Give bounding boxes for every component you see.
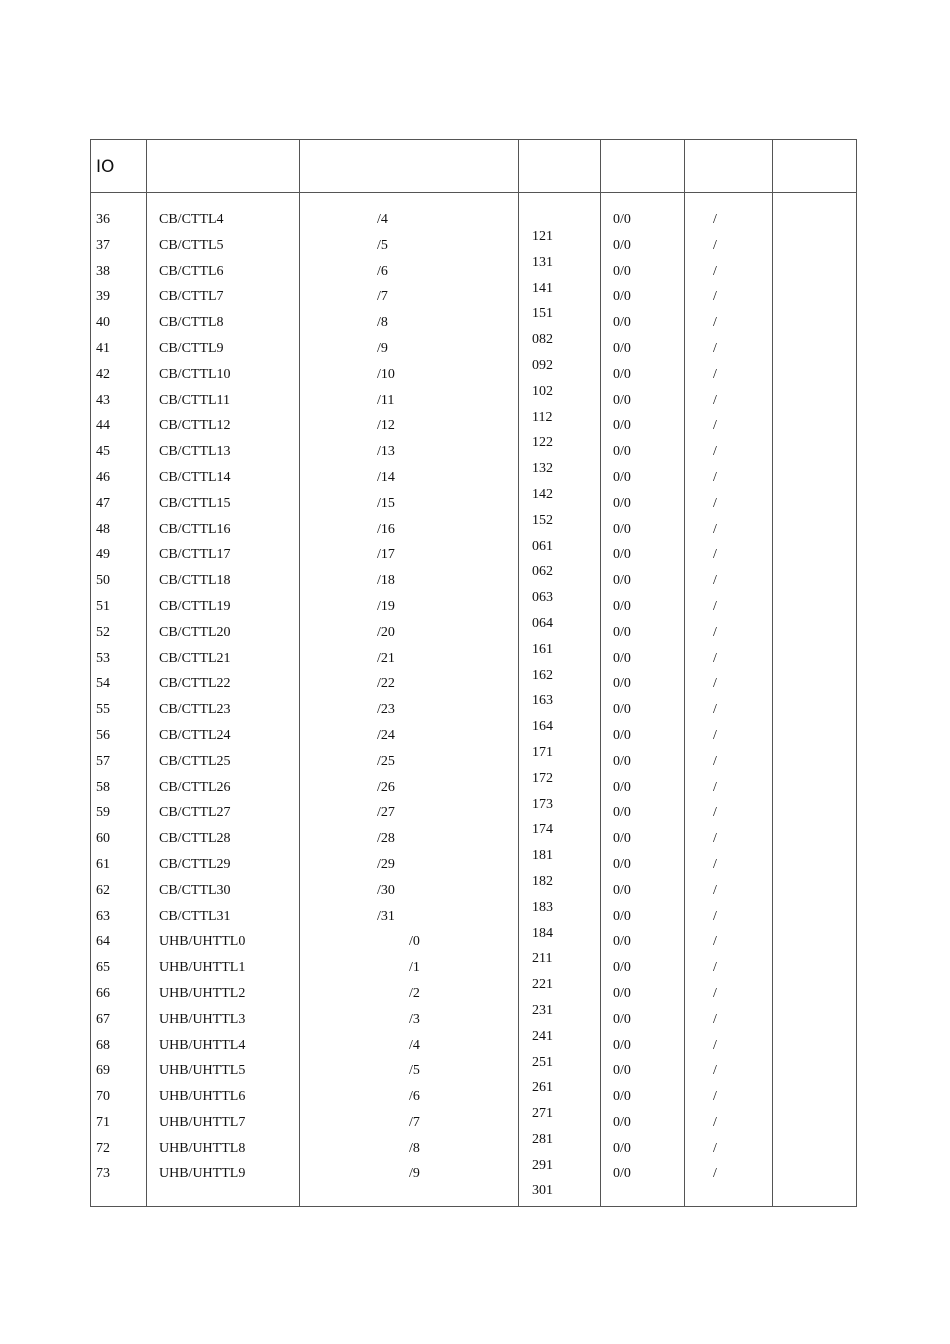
- row-index: 72: [96, 1140, 110, 1156]
- row-value: 0/0: [613, 573, 631, 589]
- row-channel: /15: [377, 495, 395, 511]
- row-channel: /11: [377, 392, 395, 408]
- row-separator: /: [713, 547, 717, 563]
- pin-number: 141: [532, 280, 553, 296]
- row-index: 73: [96, 1166, 110, 1182]
- row-channel: /0: [409, 934, 420, 950]
- row-separator: /: [713, 263, 717, 279]
- pin-number: 183: [532, 899, 553, 915]
- row-signal-name: CB/CTTL27: [159, 805, 231, 821]
- row-separator: /: [713, 573, 717, 589]
- pin-number: 221: [532, 977, 553, 993]
- pin-number: 151: [532, 306, 553, 322]
- row-index: 55: [96, 702, 110, 718]
- row-separator: /: [713, 753, 717, 769]
- row-spacer: [409, 775, 420, 801]
- pin-number: 102: [532, 383, 553, 399]
- column-value: [613, 207, 631, 1187]
- row-signal-name: CB/CTTL8: [159, 315, 224, 331]
- row-signal-name: CB/CTTL11: [159, 392, 231, 408]
- row-channel: /4: [377, 212, 388, 227]
- row-spacer: [409, 697, 420, 723]
- row-spacer: [377, 1136, 395, 1162]
- row-index: 70: [96, 1089, 110, 1105]
- row-channel: /14: [377, 469, 395, 485]
- row-separator: /: [713, 237, 717, 253]
- row-index: 64: [96, 934, 110, 950]
- row-value: 0/0: [613, 960, 631, 976]
- row-index: 57: [96, 753, 110, 769]
- row-value: 0/0: [613, 263, 631, 279]
- row-separator: /: [713, 392, 717, 408]
- row-index: 71: [96, 1114, 110, 1130]
- row-signal-name: CB/CTTL29: [159, 856, 231, 872]
- row-value: 0/0: [613, 315, 631, 331]
- row-channel: /27: [377, 805, 395, 821]
- row-signal-name: CB/CTTL9: [159, 340, 224, 356]
- row-index: 51: [96, 598, 110, 614]
- row-signal-name: CB/CTTL26: [159, 779, 231, 795]
- row-signal-name: CB/CTTL15: [159, 495, 231, 511]
- row-signal-name: CB/CTTL12: [159, 418, 231, 434]
- row-value: 0/0: [613, 598, 631, 614]
- row-index: 66: [96, 985, 110, 1001]
- row-separator: /: [713, 598, 717, 614]
- row-separator: /: [713, 676, 717, 692]
- row-spacer: [409, 542, 420, 568]
- column-index: [96, 207, 110, 1187]
- row-separator: /: [713, 315, 717, 331]
- row-spacer: [377, 1110, 395, 1136]
- row-spacer: [409, 284, 420, 310]
- column-separator: [713, 207, 717, 1187]
- row-channel: /3: [409, 1011, 420, 1027]
- row-signal-name: CB/CTTL10: [159, 366, 231, 382]
- row-separator: /: [713, 831, 717, 847]
- row-value: 0/0: [613, 1114, 631, 1130]
- column-signal-name: [159, 207, 245, 1187]
- row-channel: /10: [377, 366, 395, 382]
- row-signal-name: CB/CTTL4: [159, 212, 224, 227]
- row-signal-name: UHB/UHTTL3: [159, 1011, 246, 1027]
- row-spacer: [409, 800, 420, 826]
- row-separator: /: [713, 1063, 717, 1079]
- row-separator: /: [713, 908, 717, 924]
- row-value: 0/0: [613, 727, 631, 743]
- row-channel: /22: [377, 676, 395, 692]
- row-index: 39: [96, 289, 110, 305]
- row-index: 37: [96, 237, 110, 253]
- column-divider: [146, 140, 147, 1206]
- row-separator: /: [713, 366, 717, 382]
- row-index: 48: [96, 521, 110, 537]
- row-channel: /19: [377, 598, 395, 614]
- row-channel: /21: [377, 650, 395, 666]
- row-channel: /24: [377, 727, 395, 743]
- column-divider: [299, 140, 300, 1206]
- row-value: 0/0: [613, 418, 631, 434]
- row-spacer: [409, 826, 420, 852]
- pin-number: 184: [532, 925, 553, 941]
- row-separator: /: [713, 779, 717, 795]
- pin-number: 271: [532, 1106, 553, 1122]
- row-index: 43: [96, 392, 110, 408]
- row-index: 46: [96, 469, 110, 485]
- pin-number: 172: [532, 770, 553, 786]
- row-spacer: [409, 259, 420, 285]
- row-value: 0/0: [613, 547, 631, 563]
- row-signal-name: CB/CTTL13: [159, 444, 231, 460]
- row-separator: /: [713, 340, 717, 356]
- row-spacer: [377, 929, 395, 955]
- row-signal-name: CB/CTTL20: [159, 624, 231, 640]
- row-separator: /: [713, 1140, 717, 1156]
- row-channel: /18: [377, 573, 395, 589]
- row-separator: /: [713, 418, 717, 434]
- pin-number: 281: [532, 1131, 553, 1147]
- row-value: 0/0: [613, 624, 631, 640]
- row-value: 0/0: [613, 1166, 631, 1182]
- row-spacer: [377, 1058, 395, 1084]
- row-signal-name: CB/CTTL6: [159, 263, 224, 279]
- row-signal-name: UHB/UHTTL9: [159, 1166, 246, 1182]
- row-channel: /23: [377, 702, 395, 718]
- row-signal-name: CB/CTTL5: [159, 237, 224, 253]
- row-channel: /9: [409, 1166, 420, 1182]
- pin-number: 132: [532, 461, 553, 477]
- row-value: 0/0: [613, 237, 631, 253]
- row-separator: /: [713, 212, 717, 227]
- pin-number: 301: [532, 1183, 553, 1199]
- row-value: 0/0: [613, 831, 631, 847]
- pin-number: 241: [532, 1028, 553, 1044]
- pin-number: 061: [532, 538, 553, 554]
- row-value: 0/0: [613, 650, 631, 666]
- row-signal-name: CB/CTTL30: [159, 882, 231, 898]
- column-pin: [532, 224, 553, 1204]
- row-value: 0/0: [613, 1037, 631, 1053]
- row-spacer: [409, 517, 420, 543]
- row-signal-name: UHB/UHTTL8: [159, 1140, 246, 1156]
- pin-number: 162: [532, 667, 553, 683]
- row-spacer: [409, 233, 420, 259]
- row-spacer: [409, 207, 420, 233]
- row-spacer: [409, 388, 420, 414]
- row-index: 47: [96, 495, 110, 511]
- row-channel: /1: [409, 960, 420, 976]
- row-separator: /: [713, 469, 717, 485]
- row-spacer: [409, 620, 420, 646]
- row-value: 0/0: [613, 469, 631, 485]
- row-index: 67: [96, 1011, 110, 1027]
- row-signal-name: CB/CTTL28: [159, 831, 231, 847]
- pin-number: 251: [532, 1054, 553, 1070]
- row-value: 0/0: [613, 340, 631, 356]
- row-spacer: [377, 1084, 395, 1110]
- row-channel: /12: [377, 418, 395, 434]
- row-channel: /4: [409, 1037, 420, 1053]
- row-spacer: [409, 749, 420, 775]
- row-separator: /: [713, 289, 717, 305]
- row-signal-name: CB/CTTL23: [159, 702, 231, 718]
- row-spacer: [409, 336, 420, 362]
- row-signal-name: CB/CTTL17: [159, 547, 231, 563]
- row-signal-name: CB/CTTL7: [159, 289, 224, 305]
- row-separator: /: [713, 1114, 717, 1130]
- row-separator: /: [713, 856, 717, 872]
- row-value: 0/0: [613, 366, 631, 382]
- row-signal-name: CB/CTTL22: [159, 676, 231, 692]
- row-spacer: [409, 671, 420, 697]
- row-spacer: [377, 981, 395, 1007]
- column-channel-uhb: [409, 207, 420, 1187]
- pin-number: 161: [532, 641, 553, 657]
- pin-number: 152: [532, 512, 553, 528]
- row-value: 0/0: [613, 444, 631, 460]
- row-channel: /6: [409, 1089, 420, 1105]
- row-index: 45: [96, 444, 110, 460]
- row-channel: /29: [377, 856, 395, 872]
- row-spacer: [409, 465, 420, 491]
- row-index: 65: [96, 960, 110, 976]
- row-spacer: [409, 852, 420, 878]
- row-channel: /25: [377, 753, 395, 769]
- pin-number: 062: [532, 564, 553, 580]
- row-channel: /5: [409, 1063, 420, 1079]
- row-separator: /: [713, 882, 717, 898]
- pin-number: 121: [532, 229, 553, 244]
- row-index: 41: [96, 340, 110, 356]
- row-value: 0/0: [613, 1140, 631, 1156]
- row-value: 0/0: [613, 212, 631, 227]
- row-spacer: [409, 904, 420, 930]
- row-index: 59: [96, 805, 110, 821]
- row-value: 0/0: [613, 676, 631, 692]
- row-separator: /: [713, 1166, 717, 1182]
- header-io: IO: [96, 157, 115, 177]
- row-index: 36: [96, 212, 110, 227]
- row-index: 54: [96, 676, 110, 692]
- column-divider: [772, 140, 773, 1206]
- pin-number: 131: [532, 254, 553, 270]
- row-separator: /: [713, 805, 717, 821]
- row-channel: /9: [377, 340, 388, 356]
- row-index: 62: [96, 882, 110, 898]
- row-value: 0/0: [613, 882, 631, 898]
- row-spacer: [409, 594, 420, 620]
- row-channel: /5: [377, 237, 388, 253]
- row-signal-name: UHB/UHTTL2: [159, 985, 246, 1001]
- row-separator: /: [713, 495, 717, 511]
- row-signal-name: CB/CTTL18: [159, 573, 231, 589]
- row-spacer: [409, 491, 420, 517]
- pin-number: 092: [532, 357, 553, 373]
- row-separator: /: [713, 960, 717, 976]
- row-spacer: [377, 1007, 395, 1033]
- row-channel: /7: [409, 1114, 420, 1130]
- row-channel: /30: [377, 882, 395, 898]
- column-divider: [684, 140, 685, 1206]
- column-divider: [518, 140, 519, 1206]
- column-divider: [600, 140, 601, 1206]
- row-signal-name: UHB/UHTTL0: [159, 934, 246, 950]
- row-value: 0/0: [613, 753, 631, 769]
- row-index: 61: [96, 856, 110, 872]
- row-index: 69: [96, 1063, 110, 1079]
- row-signal-name: CB/CTTL16: [159, 521, 231, 537]
- row-spacer: [409, 646, 420, 672]
- row-channel: /8: [409, 1140, 420, 1156]
- row-separator: /: [713, 727, 717, 743]
- row-separator: /: [713, 624, 717, 640]
- row-value: 0/0: [613, 1063, 631, 1079]
- pin-number: 142: [532, 486, 553, 502]
- row-channel: /2: [409, 985, 420, 1001]
- row-value: 0/0: [613, 1011, 631, 1027]
- row-spacer: [409, 362, 420, 388]
- row-index: 49: [96, 547, 110, 563]
- row-channel: /16: [377, 521, 395, 537]
- row-channel: /28: [377, 831, 395, 847]
- row-value: 0/0: [613, 856, 631, 872]
- row-index: 68: [96, 1037, 110, 1053]
- row-index: 52: [96, 624, 110, 640]
- row-signal-name: CB/CTTL21: [159, 650, 231, 666]
- row-channel: /13: [377, 444, 395, 460]
- row-channel: /26: [377, 779, 395, 795]
- pin-number: 164: [532, 719, 553, 735]
- row-separator: /: [713, 985, 717, 1001]
- row-channel: /17: [377, 547, 395, 563]
- pin-number: 163: [532, 693, 553, 709]
- row-separator: /: [713, 444, 717, 460]
- row-value: 0/0: [613, 805, 631, 821]
- pin-number: 211: [532, 951, 553, 967]
- pin-number: 261: [532, 1080, 553, 1096]
- row-separator: /: [713, 1089, 717, 1105]
- row-separator: /: [713, 934, 717, 950]
- row-spacer: [409, 439, 420, 465]
- row-index: 60: [96, 831, 110, 847]
- row-spacer: [377, 1161, 395, 1187]
- pin-number: 173: [532, 796, 553, 812]
- row-signal-name: UHB/UHTTL6: [159, 1089, 246, 1105]
- row-signal-name: UHB/UHTTL4: [159, 1037, 246, 1053]
- row-separator: /: [713, 521, 717, 537]
- row-signal-name: UHB/UHTTL5: [159, 1063, 246, 1079]
- row-index: 50: [96, 573, 110, 589]
- row-index: 42: [96, 366, 110, 382]
- row-value: 0/0: [613, 495, 631, 511]
- header-divider: [91, 192, 856, 193]
- row-spacer: [377, 955, 395, 981]
- row-index: 44: [96, 418, 110, 434]
- pin-number: 122: [532, 435, 553, 451]
- row-index: 63: [96, 908, 110, 924]
- pin-number: 231: [532, 1002, 553, 1018]
- pin-number: 171: [532, 744, 553, 760]
- pin-number: 291: [532, 1157, 553, 1173]
- io-table: [90, 139, 857, 1207]
- row-channel: /20: [377, 624, 395, 640]
- row-channel: /7: [377, 289, 388, 305]
- row-channel: /8: [377, 315, 388, 331]
- row-separator: /: [713, 1011, 717, 1027]
- row-signal-name: CB/CTTL25: [159, 753, 231, 769]
- row-value: 0/0: [613, 908, 631, 924]
- row-index: 58: [96, 779, 110, 795]
- row-index: 38: [96, 263, 110, 279]
- row-value: 0/0: [613, 521, 631, 537]
- pin-number: 064: [532, 615, 553, 631]
- row-value: 0/0: [613, 985, 631, 1001]
- row-channel: /6: [377, 263, 388, 279]
- row-signal-name: CB/CTTL14: [159, 469, 231, 485]
- row-value: 0/0: [613, 779, 631, 795]
- row-spacer: [409, 413, 420, 439]
- column-channel-cb: [377, 207, 395, 1187]
- row-spacer: [409, 878, 420, 904]
- pin-number: 082: [532, 332, 553, 348]
- row-channel: /31: [377, 908, 395, 924]
- row-index: 56: [96, 727, 110, 743]
- pin-number: 181: [532, 848, 553, 864]
- row-value: 0/0: [613, 1089, 631, 1105]
- row-index: 40: [96, 315, 110, 331]
- row-index: 53: [96, 650, 110, 666]
- row-separator: /: [713, 650, 717, 666]
- pin-number: 112: [532, 409, 553, 425]
- row-spacer: [409, 310, 420, 336]
- row-signal-name: UHB/UHTTL7: [159, 1114, 246, 1130]
- row-value: 0/0: [613, 289, 631, 305]
- row-signal-name: CB/CTTL24: [159, 727, 231, 743]
- row-signal-name: CB/CTTL19: [159, 598, 231, 614]
- row-spacer: [409, 723, 420, 749]
- row-separator: /: [713, 702, 717, 718]
- row-spacer: [377, 1033, 395, 1059]
- row-value: 0/0: [613, 392, 631, 408]
- pin-number: 182: [532, 873, 553, 889]
- pin-number: 063: [532, 590, 553, 606]
- row-signal-name: CB/CTTL31: [159, 908, 231, 924]
- pin-number: 174: [532, 822, 553, 838]
- row-spacer: [409, 568, 420, 594]
- row-value: 0/0: [613, 702, 631, 718]
- row-signal-name: UHB/UHTTL1: [159, 960, 246, 976]
- row-value: 0/0: [613, 934, 631, 950]
- row-separator: /: [713, 1037, 717, 1053]
